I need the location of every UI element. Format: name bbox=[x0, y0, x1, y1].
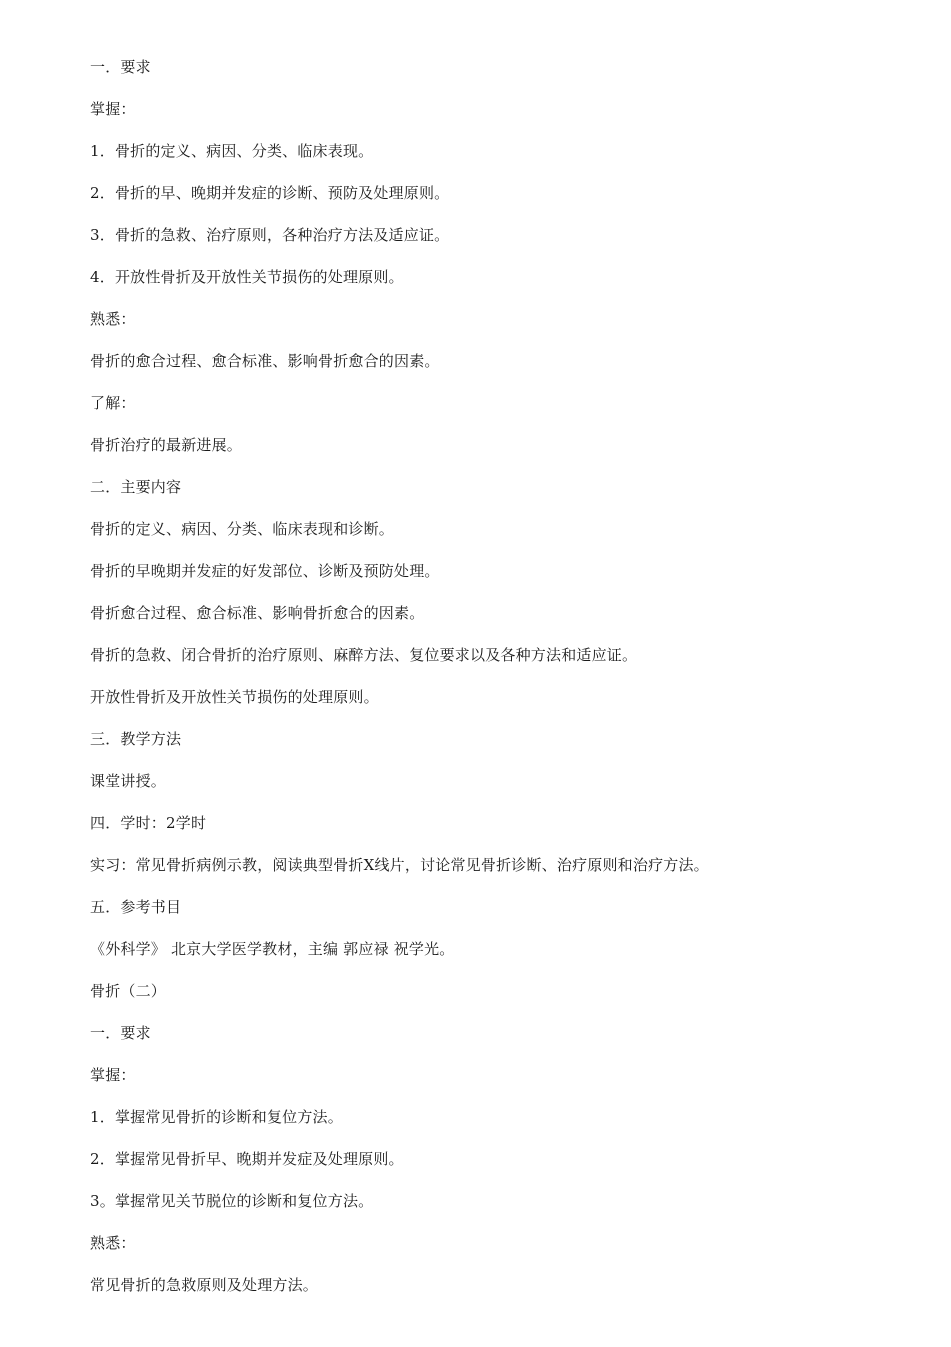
subheading-familiar: 熟悉： bbox=[90, 310, 136, 328]
paragraph: 常见骨折的急救原则及处理方法。 bbox=[90, 1276, 319, 1294]
paragraph: 《外科学》 北京大学医学教材，主编 郭应禄 祝学光。 bbox=[90, 940, 455, 958]
paragraph: 骨折的愈合过程、愈合标准、影响骨折愈合的因素。 bbox=[90, 352, 440, 370]
list-item: 3。掌握常见关节脱位的诊断和复位方法。 bbox=[90, 1192, 374, 1210]
list-item: 1．掌握常见骨折的诊断和复位方法。 bbox=[90, 1108, 343, 1126]
paragraph: 实习：常见骨折病例示教，阅读典型骨折X线片，讨论常见骨折诊断、治疗原则和治疗方法。 bbox=[90, 856, 709, 874]
paragraph: 课堂讲授。 bbox=[90, 772, 167, 790]
paragraph: 骨折的急救、闭合骨折的治疗原则、麻醉方法、复位要求以及各种方法和适应证。 bbox=[90, 646, 638, 664]
section-heading-teaching-method: 三．教学方法 bbox=[90, 730, 182, 748]
list-item: 2．骨折的早、晚期并发症的诊断、预防及处理原则。 bbox=[90, 184, 450, 202]
list-item: 1．骨折的定义、病因、分类、临床表现。 bbox=[90, 142, 374, 160]
paragraph: 开放性骨折及开放性关节损伤的处理原则。 bbox=[90, 688, 379, 706]
section-heading-requirements: 一．要求 bbox=[90, 58, 151, 76]
subheading-master: 掌握： bbox=[90, 100, 136, 118]
subheading-understand: 了解： bbox=[90, 394, 136, 412]
list-item: 4．开放性骨折及开放性关节损伤的处理原则。 bbox=[90, 268, 404, 286]
section-heading-main-content: 二．主要内容 bbox=[90, 478, 182, 496]
section-heading-references: 五．参考书目 bbox=[90, 898, 182, 916]
list-item: 2．掌握常见骨折早、晚期并发症及处理原则。 bbox=[90, 1150, 404, 1168]
subheading-master: 掌握： bbox=[90, 1066, 136, 1084]
paragraph: 骨折的早晚期并发症的好发部位、诊断及预防处理。 bbox=[90, 562, 440, 580]
paragraph: 骨折愈合过程、愈合标准、影响骨折愈合的因素。 bbox=[90, 604, 425, 622]
list-item: 3．骨折的急救、治疗原则，各种治疗方法及适应证。 bbox=[90, 226, 450, 244]
subheading-familiar: 熟悉： bbox=[90, 1234, 136, 1252]
chapter-title-fracture-2: 骨折（二） bbox=[90, 982, 167, 1000]
paragraph: 骨折的定义、病因、分类、临床表现和诊断。 bbox=[90, 520, 395, 538]
document-body bbox=[90, 54, 910, 1314]
section-heading-class-hours: 四．学时：2学时 bbox=[90, 814, 207, 832]
paragraph: 骨折治疗的最新进展。 bbox=[90, 436, 243, 454]
section-heading-requirements: 一．要求 bbox=[90, 1024, 151, 1042]
